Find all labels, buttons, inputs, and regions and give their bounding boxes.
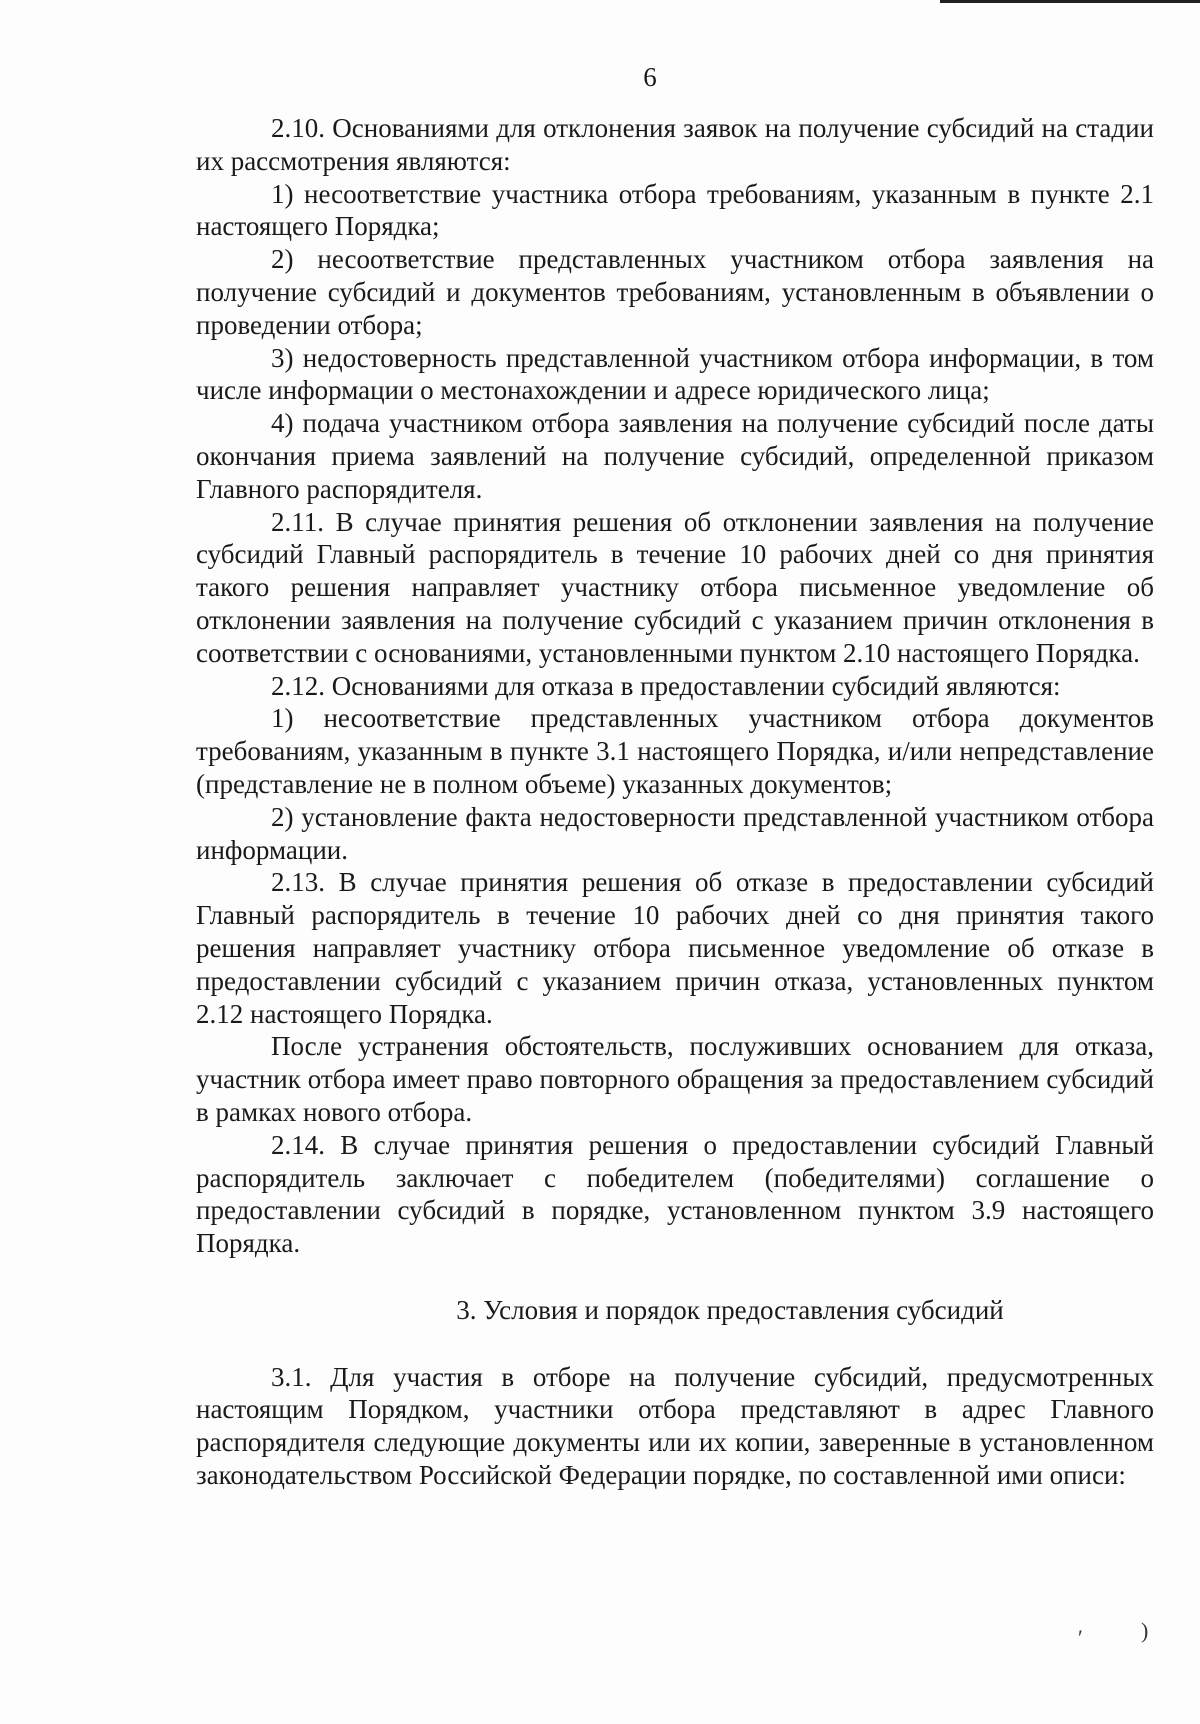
section-heading: 3. Условия и порядок предоставления субсидий	[456, 1294, 1004, 1325]
scan-mark: )	[1141, 1618, 1149, 1643]
paragraph-2-10-item-2: 2) несоответствие представленных участником отбора заявления на получение субсидий и документов требованиям, установленным в объявлении о проведении отбора;	[196, 244, 1154, 340]
paragraph-2-13-followup: После устранения обстоятельств, послуживших основанием для отказа, участник отбора имеет право повторного обращения за предоставлением субсидий в рамках нового отбора.	[196, 1031, 1154, 1127]
paragraph-2-12: 2.12. Основаниями для отказа в предоставлении субсидий являются:	[271, 670, 1061, 701]
paragraph-2-12-item-2: 2) установление факта недостоверности представленной участником отбора информации.	[196, 801, 1154, 865]
scan-mark: ′	[1078, 1625, 1083, 1650]
page-number: 6	[643, 62, 657, 92]
paragraph-2-10-item-4: 4) подача участником отбора заявления на получение субсидий после даты окончания приема заявлений на получение субсидий, определенной приказом Главного распорядителя.	[196, 408, 1154, 504]
paragraph-2-13: 2.13. В случае принятия решения об отказе в предоставлении субсидий Главный распорядитель в течение 10 рабочих дней со дня принятия такого решения направляет участнику отбора письменное уведомление об отказе в предоставлении субсидий с указанием причин отказа, установленных пунктом 2.12 настоящего Порядка.	[196, 867, 1154, 1029]
paragraph-2-11: 2.11. В случае принятия решения об отклонении заявления на получение субсидий Главный распорядитель в течение 10 рабочих дней со дня принятия такого решения направляет участнику отбора письменное уведомление об отклонении заявления на получение субсидий с указанием причин отклонения в соответствии с основаниями, установленными пунктом 2.10 настоящего Порядка.	[196, 506, 1154, 668]
paragraph-2-14: 2.14. В случае принятия решения о предоставлении субсидий Главный распорядитель заключает с победителем (победителями) соглашение о предоставлении субсидий в порядке, установленном пунктом 3.9 настоящего Порядка.	[196, 1129, 1154, 1259]
paragraph-2-10-item-3: 3) недостоверность представленной участником отбора информации, в том числе информации о местонахождении и адресе юридического лица;	[196, 342, 1154, 406]
paragraph-3-1: 3.1. Для участия в отборе на получение субсидий, предусмотренных настоящим Порядком, участники отбора представляют в адрес Главного распорядителя следующие документы или их копии, заверенные в установленном законодательством Российской Федерации порядке, по составленной ими описи:	[196, 1361, 1154, 1491]
document-body	[196, 112, 1154, 1492]
paragraph-2-10: 2.10. Основаниями для отклонения заявок на получение субсидий на стадии их рассмотрения являются:	[196, 113, 1154, 176]
top-edge-rule	[940, 0, 1200, 3]
paragraph-2-10-item-1: 1) несоответствие участника отбора требованиям, указанным в пункте 2.1 настоящего Порядка;	[196, 178, 1154, 242]
paragraph-2-12-item-1: 1) несоответствие представленных участником отбора документов требованиям, указанным в пункте 3.1 настоящего Порядка, и/или непредставление (представление не в полном объеме) указанных документов;	[196, 703, 1154, 799]
